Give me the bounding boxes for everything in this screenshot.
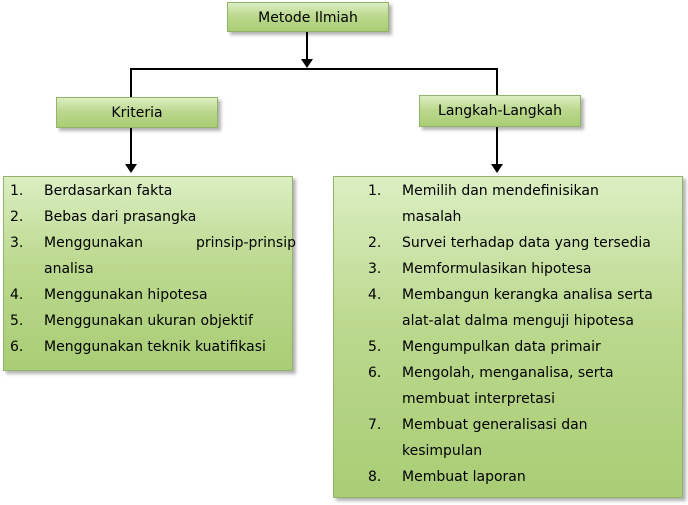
langkah-item-8-number: 8.: [368, 469, 382, 485]
langkah-item-4-text-cont: alat-alat dalma menguji hipotesa: [402, 313, 634, 329]
connector-horizontal: [130, 68, 498, 70]
langkah-item-6: [368, 360, 678, 412]
langkah-item-6-number: 6.: [368, 365, 382, 381]
connector-right-down: [496, 68, 498, 96]
kriteria-item-2-number: 2.: [10, 209, 24, 225]
langkah-item-4-text: Membangun kerangka analisa serta: [402, 287, 653, 303]
langkah-item-5-number: 5.: [368, 339, 382, 355]
langkah-item-7-text: Membuat generalisasi dan: [402, 417, 588, 433]
langkah-item-5: [368, 334, 678, 360]
connector-left-down: [130, 68, 132, 98]
langkah-item-6-text: Mengolah, menganalisa, serta: [402, 365, 614, 381]
kriteria-item-1: [10, 178, 296, 204]
arrow-root: [301, 59, 313, 68]
kriteria-item-5: [10, 308, 296, 334]
langkah-item-2-text: Survei terhadap data yang tersedia: [402, 235, 651, 251]
kriteria-item-5-number: 5.: [10, 313, 24, 329]
kriteria-item-6-text: Menggunakan teknik kuatifikasi: [44, 339, 266, 355]
kriteria-item-4-text: Menggunakan hipotesa: [44, 287, 208, 303]
kriteria-item-4: [10, 282, 296, 308]
kriteria-item-3: [10, 230, 296, 282]
langkah-list-box: [333, 176, 683, 498]
kriteria-item-5-text: Menggunakan ukuran objektif: [44, 313, 253, 329]
node-langkah-label: Langkah-Langkah: [438, 103, 562, 119]
node-kriteria-label: Kriteria: [111, 105, 163, 121]
arrow-langkah: [491, 164, 503, 173]
langkah-item-3-number: 3.: [368, 261, 382, 277]
connector-root-down: [306, 32, 308, 60]
langkah-item-2-number: 2.: [368, 235, 382, 251]
arrow-kriteria: [125, 164, 137, 173]
langkah-item-3-text: Memformulasikan hipotesa: [402, 261, 592, 277]
node-kriteria: [56, 97, 218, 128]
connector-kriteria-down: [130, 128, 132, 165]
kriteria-list-box: [3, 176, 296, 371]
langkah-item-1-text: Memilih dan mendefinisikan: [402, 183, 599, 199]
kriteria-item-1-number: 1.: [10, 183, 24, 199]
langkah-item-3: [368, 256, 678, 282]
kriteria-item-6: [10, 334, 296, 360]
kriteria-item-6-number: 6.: [10, 339, 24, 355]
node-metode-ilmiah: [227, 2, 389, 32]
langkah-item-1-number: 1.: [368, 183, 382, 199]
langkah-item-5-text: Mengumpulkan data primair: [402, 339, 601, 355]
kriteria-item-3-text: Menggunakan prinsip-prinsip: [44, 235, 296, 251]
langkah-item-7: [368, 412, 678, 464]
langkah-item-7-number: 7.: [368, 417, 382, 433]
langkah-item-1: [368, 178, 678, 230]
langkah-item-4-number: 4.: [368, 287, 382, 303]
kriteria-list: [10, 178, 296, 360]
node-langkah-langkah: [419, 95, 581, 127]
langkah-item-1-text-cont: masalah: [402, 209, 462, 225]
langkah-item-8-text: Membuat laporan: [402, 469, 526, 485]
kriteria-item-2: [10, 204, 296, 230]
langkah-item-2: [368, 230, 678, 256]
kriteria-item-3-number: 3.: [10, 235, 24, 251]
kriteria-item-2-text: Bebas dari prasangka: [44, 209, 197, 225]
kriteria-item-3-text-cont: analisa: [44, 261, 94, 277]
kriteria-item-4-number: 4.: [10, 287, 24, 303]
node-metode-ilmiah-label: Metode Ilmiah: [258, 10, 358, 26]
langkah-item-8: [368, 464, 678, 490]
langkah-item-4: [368, 282, 678, 334]
langkah-item-6-text-cont: membuat interpretasi: [402, 391, 555, 407]
connector-langkah-down: [496, 127, 498, 165]
kriteria-item-1-text: Berdasarkan fakta: [44, 183, 173, 199]
langkah-item-7-text-cont: kesimpulan: [402, 443, 483, 459]
langkah-list: [368, 178, 678, 490]
